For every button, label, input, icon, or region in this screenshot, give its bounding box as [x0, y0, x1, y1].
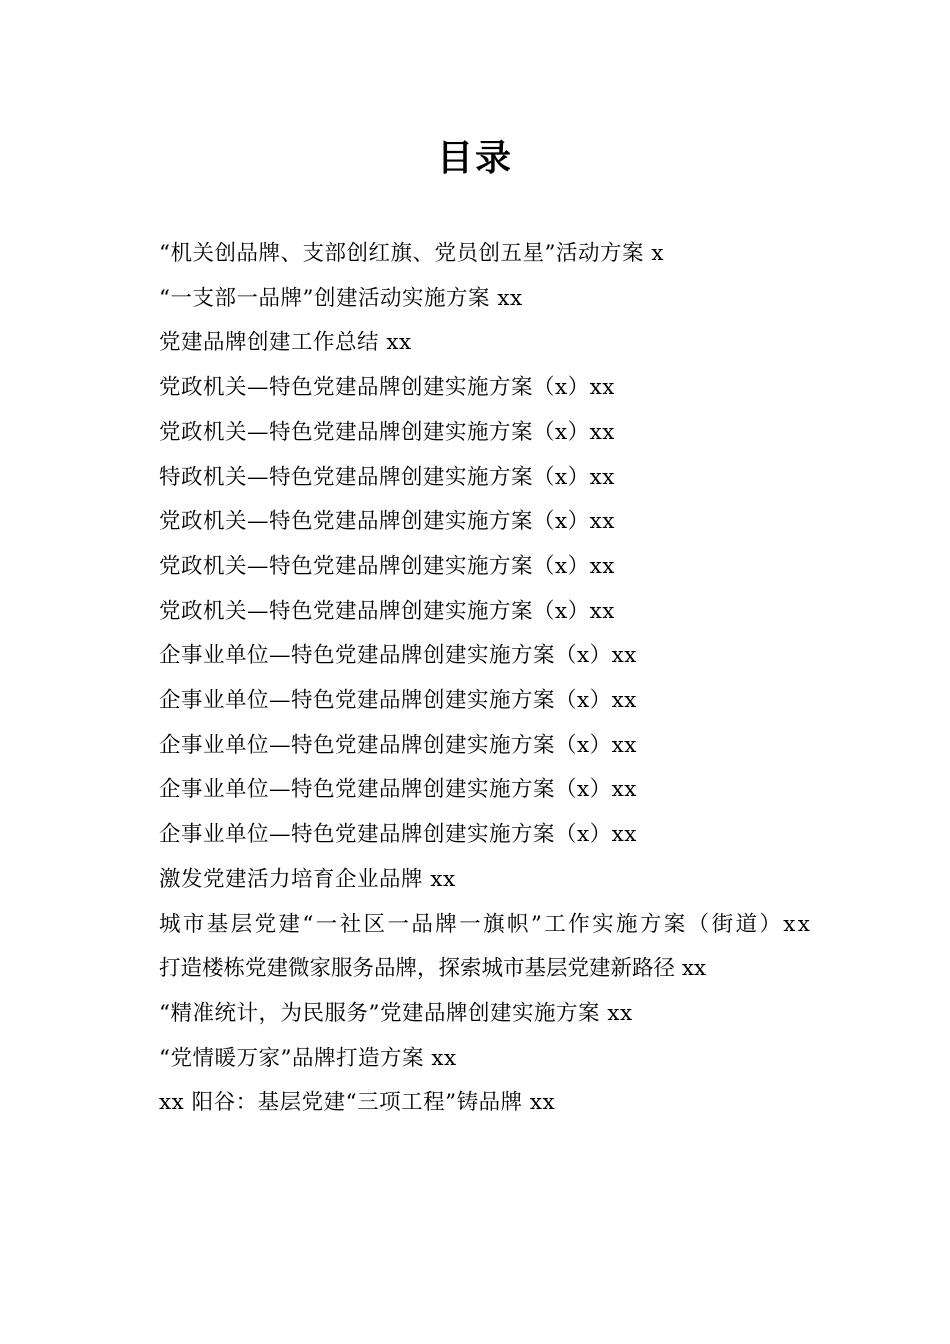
toc-entry: “一支部一品牌”创建活动实施方案 xx: [159, 285, 523, 311]
toc-entry: 党政机关—特色党建品牌创建实施方案（x）xx: [159, 419, 615, 445]
toc-entry: 企事业单位—特色党建品牌创建实施方案（x）xx: [159, 732, 637, 758]
toc-entry: 特政机关—特色党建品牌创建实施方案（x）xx: [159, 464, 615, 490]
toc-entry: 激发党建活力培育企业品牌 xx: [159, 866, 456, 892]
toc-entry: 党政机关—特色党建品牌创建实施方案（x）xx: [159, 375, 615, 401]
toc-entry: 党政机关—特色党建品牌创建实施方案（x）xx: [159, 509, 615, 535]
toc-entry: 党政机关—特色党建品牌创建实施方案（x）xx: [159, 598, 615, 624]
toc-entry: 打造楼栋党建微家服务品牌，探索城市基层党建新路径 xx: [159, 956, 707, 982]
toc-entry: 企事业单位—特色党建品牌创建实施方案（x）xx: [159, 643, 637, 669]
toc-entry: 企事业单位—特色党建品牌创建实施方案（x）xx: [159, 688, 637, 714]
toc-entry: “党情暖万家”品牌打造方案 xx: [159, 1045, 457, 1071]
toc-entry: 企事业单位—特色党建品牌创建实施方案（x）xx: [159, 822, 637, 848]
toc-entry: 城市基层党建“一社区一品牌一旗帜”工作实施方案（街道）xx: [159, 911, 813, 937]
toc-entry: “机关创品牌、支部创红旗、党员创五星”活动方案 x: [159, 241, 664, 266]
toc-entry: 党建品牌创建工作总结 xx: [159, 330, 412, 356]
table-of-contents: [118, 232, 830, 1126]
toc-entry: xx 阳谷：基层党建“三项工程”铸品牌 xx: [159, 1090, 556, 1116]
toc-entry: “精准统计，为民服务”党建品牌创建实施方案 xx: [159, 1000, 633, 1026]
page-title: 目录: [436, 137, 513, 179]
toc-entry: 党政机关—特色党建品牌创建实施方案（x）xx: [159, 553, 615, 579]
toc-entry: 企事业单位—特色党建品牌创建实施方案（x）xx: [159, 777, 637, 803]
